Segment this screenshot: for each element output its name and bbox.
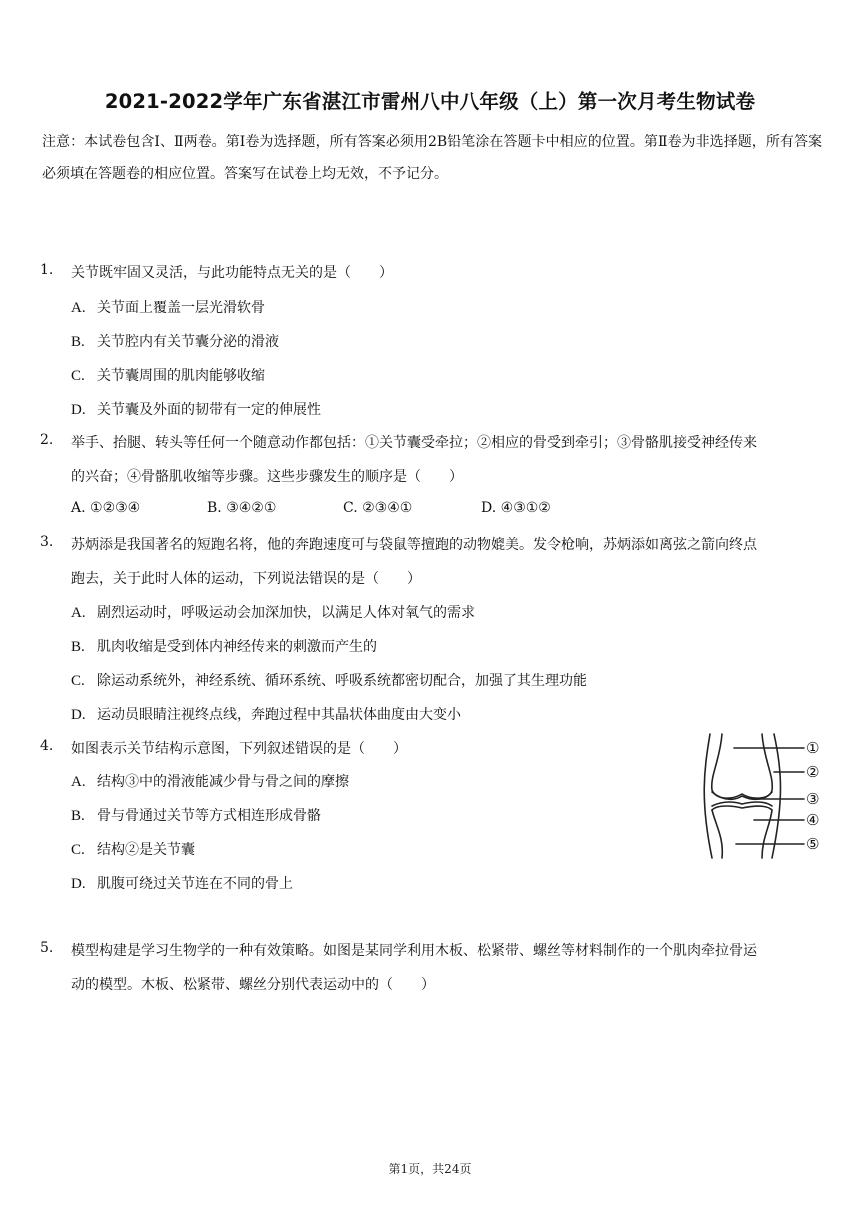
option-letter: D. bbox=[71, 876, 86, 892]
lower-bone-left bbox=[712, 810, 722, 858]
figure-label-5: ⑤ bbox=[806, 835, 820, 853]
option-text: ①②③④ bbox=[90, 500, 141, 516]
question-number: 3. bbox=[40, 534, 54, 550]
option-letter: D. bbox=[71, 707, 86, 723]
option-b[interactable] bbox=[71, 805, 321, 825]
option-b[interactable] bbox=[71, 636, 377, 656]
option-text: ④③①② bbox=[500, 500, 551, 516]
question-number: 5. bbox=[40, 940, 54, 956]
option-letter: C. bbox=[71, 673, 85, 689]
option-text: ③④②① bbox=[226, 500, 277, 516]
figure-label-4: ④ bbox=[806, 811, 820, 829]
option-text: 结构②是关节囊 bbox=[97, 842, 195, 858]
option-text: 关节囊及外面的韧带有一定的伸展性 bbox=[97, 402, 321, 418]
option-text: 除运动系统外，神经系统、循环系统、呼吸系统都密切配合，加强了其生理功能 bbox=[97, 673, 587, 689]
option-text: 关节囊周围的肌肉能够收缩 bbox=[97, 368, 265, 384]
capsule-outline-right bbox=[772, 734, 781, 858]
option-letter: A. bbox=[71, 774, 86, 790]
option-text: 肌腹可绕过关节连在不同的骨上 bbox=[97, 876, 293, 892]
option-letter: C. bbox=[343, 500, 358, 516]
option-c[interactable] bbox=[71, 365, 265, 385]
option-text: 结构③中的滑液能减少骨与骨之间的摩擦 bbox=[97, 774, 349, 790]
option-d[interactable] bbox=[71, 873, 293, 893]
question-continuation: 跑去，关于此时人体的运动，下列说法错误的是（ ） bbox=[71, 571, 421, 587]
option-text: 运动员眼睛注视终点线，奔跑过程中其晶状体曲度由大变小 bbox=[97, 707, 461, 723]
option-text: 剧烈运动时，呼吸运动会加深加快，以满足人体对氧气的需求 bbox=[97, 605, 475, 621]
option-letter: A. bbox=[71, 500, 86, 516]
capsule-outline-left bbox=[704, 734, 712, 858]
question-continuation: 动的模型。木板、松紧带、螺丝分别代表运动中的（ ） bbox=[71, 977, 435, 993]
option-letter: B. bbox=[71, 639, 85, 655]
question-number: 2. bbox=[40, 432, 54, 448]
option-c[interactable] bbox=[71, 670, 587, 690]
question-number: 1. bbox=[40, 262, 54, 278]
question-continuation: 的兴奋；④骨骼肌收缩等步骤。这些步骤发生的顺序是（ ） bbox=[71, 469, 463, 485]
option-d[interactable] bbox=[71, 399, 321, 419]
option-a[interactable] bbox=[71, 602, 475, 622]
option-letter: C. bbox=[71, 368, 85, 384]
notice-text: 注意：本试卷包含Ⅰ、Ⅱ两卷。第Ⅰ卷为选择题，所有答案必须用2B铅笔涂在答题卡中相应的位置。第Ⅱ卷为非选择题，所有答案必须填在答题卷的相应位置。答案写在试卷上均无效，不予记分。 bbox=[42, 134, 822, 182]
option-b[interactable] bbox=[71, 331, 279, 351]
option-text: 关节腔内有关节囊分泌的滑液 bbox=[97, 334, 279, 350]
option-text: 肌肉收缩是受到体内神经传来的刺激而产生的 bbox=[97, 639, 377, 655]
question-text: 模型构建是学习生物学的一种有效策略。如图是某同学利用木板、松紧带、螺丝等材料制作的一个肌肉牵拉骨运 bbox=[71, 943, 757, 959]
question-text: 关节既牢固又灵活，与此功能特点无关的是（ ） bbox=[71, 265, 393, 281]
option-letter: D. bbox=[481, 500, 497, 516]
figure-label-1: ① bbox=[806, 739, 820, 757]
figure-label-3: ③ bbox=[806, 790, 820, 808]
page-footer: 第1页，共24页 bbox=[388, 1162, 472, 1176]
option-c[interactable] bbox=[71, 839, 195, 859]
joint-diagram bbox=[690, 730, 830, 860]
lower-bone-right bbox=[712, 806, 772, 858]
option-letter: D. bbox=[71, 402, 86, 418]
option-c[interactable] bbox=[343, 500, 412, 516]
option-letter: A. bbox=[71, 605, 86, 621]
option-d[interactable] bbox=[481, 500, 551, 516]
option-text: 关节面上覆盖一层光滑软骨 bbox=[97, 300, 265, 316]
option-a[interactable] bbox=[71, 297, 265, 317]
option-letter: B. bbox=[207, 500, 222, 516]
option-d[interactable] bbox=[71, 704, 461, 724]
option-b[interactable] bbox=[207, 500, 276, 516]
question-number: 4. bbox=[40, 738, 54, 754]
question-text: 如图表示关节结构示意图，下列叙述错误的是（ ） bbox=[71, 741, 407, 757]
option-letter: A. bbox=[71, 300, 86, 316]
question-text: 苏炳添是我国著名的短跑名将，他的奔跑速度可与袋鼠等擅跑的动物媲美。发令枪响，苏炳添如离弦之箭向终点 bbox=[71, 537, 757, 553]
page-title: 2021-2022学年广东省湛江市雷州八中八年级（上）第一次月考生物试卷 bbox=[104, 90, 756, 113]
option-a[interactable] bbox=[71, 771, 349, 791]
question-text: 举手、抬腿、转头等任何一个随意动作都包括：①关节囊受牵拉；②相应的骨受到牵引；③骨骼肌接受神经传来 bbox=[71, 435, 757, 451]
option-letter: C. bbox=[71, 842, 85, 858]
option-text: ②③④① bbox=[362, 500, 413, 516]
cartilage-lower bbox=[712, 802, 772, 806]
option-text: 骨与骨通过关节等方式相连形成骨骼 bbox=[97, 808, 321, 824]
option-a[interactable] bbox=[71, 500, 140, 516]
upper-bone bbox=[712, 734, 773, 798]
option-letter: B. bbox=[71, 334, 85, 350]
option-letter: B. bbox=[71, 808, 85, 824]
figure-label-2: ② bbox=[806, 763, 820, 781]
